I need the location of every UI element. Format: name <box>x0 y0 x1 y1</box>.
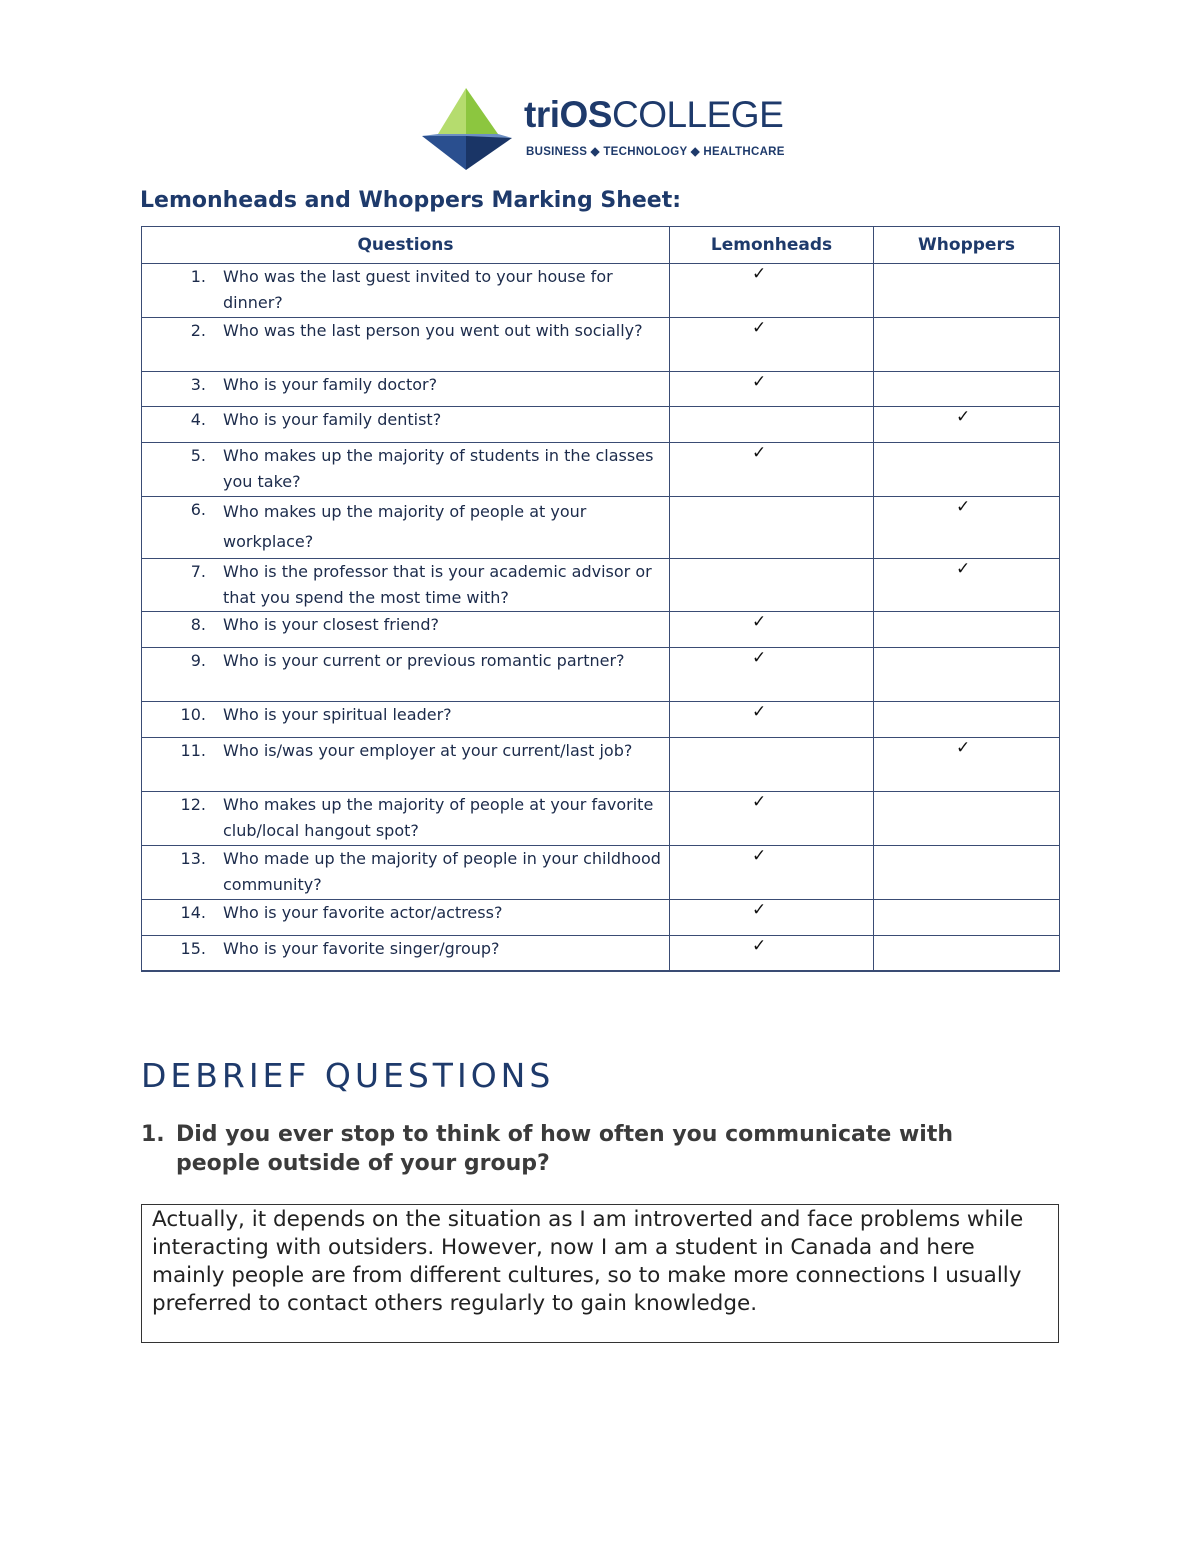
question-text: Who is your family dentist? <box>223 410 442 429</box>
lemonheads-cell <box>670 846 874 900</box>
table-row <box>142 846 1060 900</box>
checkmark-icon: ✓ <box>752 900 767 920</box>
table-row <box>142 738 1060 792</box>
checkmark-icon <box>670 407 873 433</box>
header-lemonheads: Lemonheads <box>670 227 874 264</box>
lemonheads-cell <box>670 264 874 318</box>
checkmark-icon <box>874 900 1059 926</box>
table-row <box>142 407 1060 443</box>
debrief-question <box>141 1120 1041 1178</box>
checkmark-icon <box>670 559 873 585</box>
question-number: 15. <box>180 939 206 958</box>
question-number: 10. <box>180 705 206 724</box>
lemonheads-cell <box>670 792 874 846</box>
question-text: Who is the professor that is your academic advisor or that you spend the most time with? <box>223 562 652 607</box>
question-cell <box>142 407 670 443</box>
question-number: 5. <box>190 446 206 465</box>
question-number: 4. <box>190 410 206 429</box>
logo-wordmark: triOSCOLLEGE <box>524 94 784 135</box>
lemonheads-cell <box>670 407 874 443</box>
question-text: Who made up the majority of people in your childhood community? <box>223 849 661 894</box>
question-text: Who is your current or previous romantic partner? <box>223 651 625 670</box>
whoppers-cell <box>874 738 1060 792</box>
table-row <box>142 792 1060 846</box>
table-row <box>142 264 1060 318</box>
checkmark-icon <box>874 372 1059 398</box>
table-header-row <box>142 227 1060 264</box>
whoppers-cell <box>874 846 1060 900</box>
question-cell <box>142 936 670 971</box>
question-number: 13. <box>180 849 206 868</box>
whoppers-cell <box>874 648 1060 702</box>
lemonheads-cell <box>670 900 874 936</box>
marking-table <box>141 226 1060 972</box>
lemonheads-cell <box>670 318 874 372</box>
question-number: 8. <box>190 615 206 634</box>
checkmark-icon: ✓ <box>956 738 971 758</box>
table-row <box>142 372 1060 407</box>
table-row <box>142 612 1060 648</box>
question-number: 1. <box>190 267 206 286</box>
question-text: Who is your family doctor? <box>223 375 438 394</box>
debrief-heading: DEBRIEF QUESTIONS <box>141 1056 555 1095</box>
whoppers-cell <box>874 936 1060 971</box>
question-text: Who is your spiritual leader? <box>223 705 452 724</box>
checkmark-icon: ✓ <box>956 559 971 579</box>
question-cell <box>142 372 670 407</box>
question-number: 12. <box>180 795 206 814</box>
table-row <box>142 648 1060 702</box>
whoppers-cell <box>874 372 1060 407</box>
checkmark-icon <box>874 612 1059 638</box>
lemonheads-cell <box>670 559 874 612</box>
sheet-title: Lemonheads and Whoppers Marking Sheet: <box>140 188 682 213</box>
checkmark-icon <box>670 497 873 523</box>
question-text: Who is your closest friend? <box>223 615 439 634</box>
checkmark-icon: ✓ <box>752 264 767 284</box>
question-number: 2. <box>190 321 206 340</box>
table-row <box>142 900 1060 936</box>
whoppers-cell <box>874 702 1060 738</box>
question-cell <box>142 702 670 738</box>
checkmark-icon: ✓ <box>752 702 767 722</box>
header-questions: Questions <box>142 227 670 264</box>
question-cell <box>142 318 670 372</box>
question-number: 11. <box>180 741 206 760</box>
table-row <box>142 318 1060 372</box>
table-row <box>142 559 1060 612</box>
checkmark-icon: ✓ <box>752 372 767 392</box>
checkmark-icon: ✓ <box>956 407 971 427</box>
debrief-question-number: 1. <box>141 1122 165 1147</box>
checkmark-icon: ✓ <box>752 648 767 668</box>
pyramid-logo-icon <box>418 86 518 176</box>
checkmark-icon <box>874 264 1059 290</box>
debrief-question-text: Did you ever stop to think of how often you communicate with people outside of your group? <box>176 1122 953 1176</box>
lemonheads-cell <box>670 497 874 559</box>
question-text: Who was the last guest invited to your house for dinner? <box>223 267 613 312</box>
question-text: Who is your favorite actor/actress? <box>223 903 503 922</box>
question-cell <box>142 792 670 846</box>
question-text: Who is your favorite singer/group? <box>223 939 500 958</box>
header-whoppers: Whoppers <box>874 227 1060 264</box>
whoppers-cell <box>874 407 1060 443</box>
checkmark-icon <box>874 702 1059 728</box>
lemonheads-cell <box>670 702 874 738</box>
whoppers-cell <box>874 792 1060 846</box>
whoppers-cell <box>874 443 1060 497</box>
checkmark-icon <box>670 738 873 764</box>
lemonheads-cell <box>670 648 874 702</box>
lemonheads-cell <box>670 372 874 407</box>
checkmark-icon: ✓ <box>752 443 767 463</box>
question-number: 3. <box>190 375 206 394</box>
checkmark-icon: ✓ <box>956 497 971 517</box>
checkmark-icon <box>874 443 1059 469</box>
checkmark-icon <box>874 846 1059 872</box>
lemonheads-cell <box>670 612 874 648</box>
question-cell <box>142 846 670 900</box>
college-logo <box>418 86 798 176</box>
whoppers-cell <box>874 497 1060 559</box>
checkmark-icon: ✓ <box>752 936 767 956</box>
checkmark-icon <box>874 792 1059 818</box>
question-cell <box>142 443 670 497</box>
checkmark-icon <box>874 318 1059 344</box>
table-row <box>142 702 1060 738</box>
question-number: 9. <box>190 651 206 670</box>
table-row <box>142 936 1060 971</box>
whoppers-cell <box>874 612 1060 648</box>
question-cell <box>142 612 670 648</box>
question-cell <box>142 264 670 318</box>
table-row <box>142 443 1060 497</box>
checkmark-icon: ✓ <box>752 318 767 338</box>
checkmark-icon <box>874 936 1059 962</box>
checkmark-icon: ✓ <box>752 792 767 812</box>
table-row <box>142 497 1060 559</box>
checkmark-icon: ✓ <box>752 612 767 632</box>
whoppers-cell <box>874 900 1060 936</box>
checkmark-icon <box>874 648 1059 674</box>
question-number: 6. <box>190 500 206 519</box>
lemonheads-cell <box>670 936 874 971</box>
question-cell <box>142 900 670 936</box>
whoppers-cell <box>874 318 1060 372</box>
question-number: 14. <box>180 903 206 922</box>
lemonheads-cell <box>670 738 874 792</box>
answer-textbox[interactable]: Actually, it depends on the situation as I am introverted and face problems while interacting with outsiders. However, now I am a student in Canada and here mainly people are from different cultures, so to make more connections I usually preferred to contact others regularly to gain knowledge. <box>141 1204 1059 1343</box>
question-text: Who makes up the majority of people at your favorite club/local hangout spot? <box>223 795 654 840</box>
checkmark-icon: ✓ <box>752 846 767 866</box>
whoppers-cell <box>874 559 1060 612</box>
question-number: 7. <box>190 562 206 581</box>
question-cell <box>142 559 670 612</box>
question-text: Who was the last person you went out with socially? <box>223 321 643 340</box>
question-text: Who is/was your employer at your current/last job? <box>223 741 633 760</box>
logo-tagline: BUSINESS ◆ TECHNOLOGY ◆ HEALTHCARE <box>526 146 785 158</box>
question-text: Who makes up the majority of students in the classes you take? <box>223 446 654 491</box>
lemonheads-cell <box>670 443 874 497</box>
whoppers-cell <box>874 264 1060 318</box>
question-cell <box>142 497 670 559</box>
question-cell <box>142 738 670 792</box>
question-cell <box>142 648 670 702</box>
question-text: Who makes up the majority of people at your workplace? <box>223 502 587 551</box>
